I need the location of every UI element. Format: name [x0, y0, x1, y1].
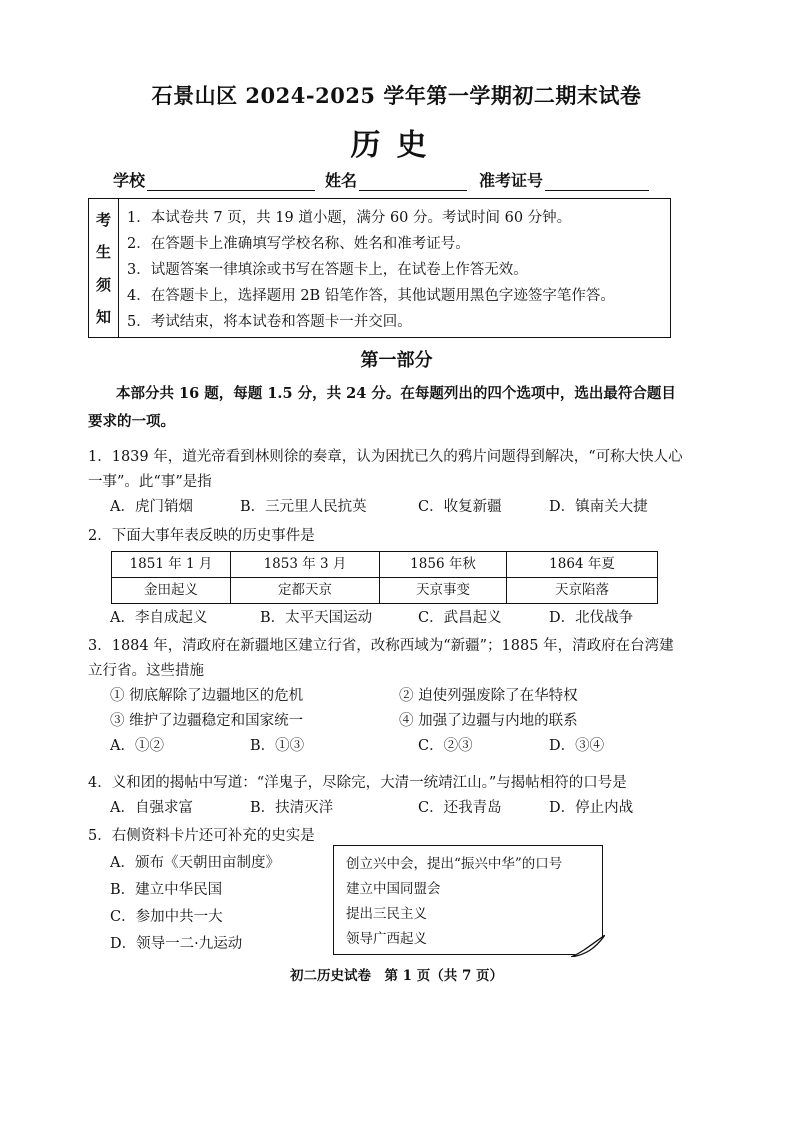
question-stem: 4．义和团的揭帖中写道：“洋鬼子，尽除完，大清一统靖江山。”与揭帖相符的口号是	[88, 775, 627, 791]
option-b[interactable]: B．建立中华民国	[110, 882, 223, 898]
card-line: 领导广西起义	[346, 931, 427, 947]
options-row	[88, 606, 688, 631]
exam-id-label: 准考证号	[479, 171, 544, 190]
options-row	[88, 796, 688, 821]
table-cell-date: 1853 年 3 月	[231, 552, 380, 578]
options-row	[88, 495, 688, 520]
card-line: 创立兴中会，提出“振兴中华”的口号	[346, 856, 563, 872]
statement-1: ① 彻底解除了边疆地区的危机	[110, 688, 304, 704]
option-c[interactable]: C．武昌起义	[418, 610, 502, 626]
question-2	[88, 524, 688, 631]
statements-row	[88, 709, 688, 734]
notice-item: 2．在答题卡上准确填写学校名称、姓名和准考证号。	[127, 235, 470, 252]
options-row	[88, 734, 688, 759]
question-stem: 5．右侧资料卡片还可补充的史实是	[88, 828, 315, 844]
table-cell-date: 1864 年夏	[507, 552, 658, 578]
card-line: 建立中国同盟会	[346, 881, 441, 897]
option-c[interactable]: C．还我青岛	[418, 800, 502, 816]
question-stem: 3．1884 年，清政府在新疆地区建立行省，改称西域为“新疆”；1885 年，清政府在台湾建立行省。这些措施	[88, 638, 674, 679]
table-cell-event: 金田起义	[112, 578, 231, 604]
option-b[interactable]: B．太平天国运动	[260, 610, 373, 626]
notice-item: 4．在答题卡上，选择题用 2B 铅笔作答，其他试题用黑色字迹签字笔作答。	[127, 287, 615, 304]
question-3	[88, 634, 688, 759]
notice-side-char: 知	[95, 308, 111, 327]
option-c[interactable]: C．参加中共一大	[110, 909, 223, 925]
part-title: 第一部分	[360, 350, 433, 371]
table-row	[112, 578, 658, 604]
name-label: 姓名	[325, 171, 358, 190]
option-d[interactable]: D．③④	[549, 738, 605, 754]
notice-item: 5．考试结束，将本试卷和答题卡一并交回。	[127, 313, 412, 330]
option-d[interactable]: D．停止内战	[549, 800, 634, 816]
statement-3: ③ 维护了边疆稳定和国家统一	[110, 713, 304, 729]
student-info-row	[113, 168, 649, 191]
option-c[interactable]: C．②③	[418, 738, 473, 754]
question-1	[88, 445, 688, 520]
option-a[interactable]: A．虎门销烟	[110, 499, 193, 515]
option-a[interactable]: A．①②	[110, 738, 164, 754]
table-cell-event: 天京陷落	[507, 578, 658, 604]
table-cell-event: 定都天京	[231, 578, 380, 604]
option-a[interactable]: A．自强求富	[110, 800, 193, 816]
question-stem: 1．1839 年，道光帝看到林则徐的奏章，认为困扰已久的鸦片问题得到解决，“可称大快人心一事”。此“事”是指	[88, 449, 683, 490]
option-c[interactable]: C．收复新疆	[418, 499, 502, 515]
option-d[interactable]: D．镇南关大捷	[549, 499, 648, 515]
info-card	[333, 845, 603, 955]
table-cell-date: 1856 年秋	[380, 552, 507, 578]
option-a[interactable]: A．李自成起义	[110, 610, 208, 626]
option-b[interactable]: B．①③	[250, 738, 305, 754]
part-intro: 本部分共 16 题，每题 1.5 分，共 24 分。在每题列出的四个选项中，选出最符合题目要求的一项。	[88, 385, 676, 430]
card-line: 提出三民主义	[346, 906, 427, 922]
notice-side-char: 考	[95, 210, 111, 229]
exam-notice-box	[88, 198, 671, 338]
exam-title: 石景山区 2024-2025 学年第一学期初二期末试卷	[151, 83, 642, 108]
question-4	[88, 771, 688, 821]
notice-item: 3．试题答案一律填涂或书写在答题卡上，在试卷上作答无效。	[127, 261, 528, 278]
table-cell-date: 1851 年 1 月	[112, 552, 231, 578]
notice-side-char: 须	[95, 275, 111, 294]
page-footer: 初二历史试卷 第 1 页（共 7 页）	[289, 968, 504, 984]
notice-items	[119, 199, 670, 337]
exam-id-field[interactable]	[545, 172, 649, 191]
notice-item: 1．本试卷共 7 页，共 19 道小题，满分 60 分。考试时间 60 分钟。	[127, 209, 572, 226]
school-field[interactable]	[147, 172, 315, 191]
statement-4: ④ 加强了边疆与内地的联系	[399, 713, 578, 729]
table-cell-event: 天京事变	[380, 578, 507, 604]
option-d[interactable]: D．北伐战争	[549, 610, 634, 626]
statements-row	[88, 684, 688, 709]
events-timeline-table	[111, 551, 658, 604]
notice-side-label	[89, 199, 119, 337]
school-label: 学校	[113, 171, 146, 190]
name-field[interactable]	[359, 172, 467, 191]
notice-side-char: 生	[95, 243, 111, 262]
question-5	[88, 823, 348, 958]
page-curl-icon	[571, 935, 605, 957]
option-b[interactable]: B．三元里人民抗英	[240, 499, 367, 515]
option-b[interactable]: B．扶清灭洋	[250, 800, 334, 816]
statement-2: ② 迫使列强废除了在华特权	[399, 688, 578, 704]
table-row	[112, 552, 658, 578]
option-a[interactable]: A．颁布《天朝田亩制度》	[110, 855, 280, 871]
subject-title: 历史	[350, 128, 443, 163]
question-stem: 2．下面大事年表反映的历史事件是	[88, 528, 315, 544]
option-d[interactable]: D．领导一二·九运动	[110, 936, 243, 952]
